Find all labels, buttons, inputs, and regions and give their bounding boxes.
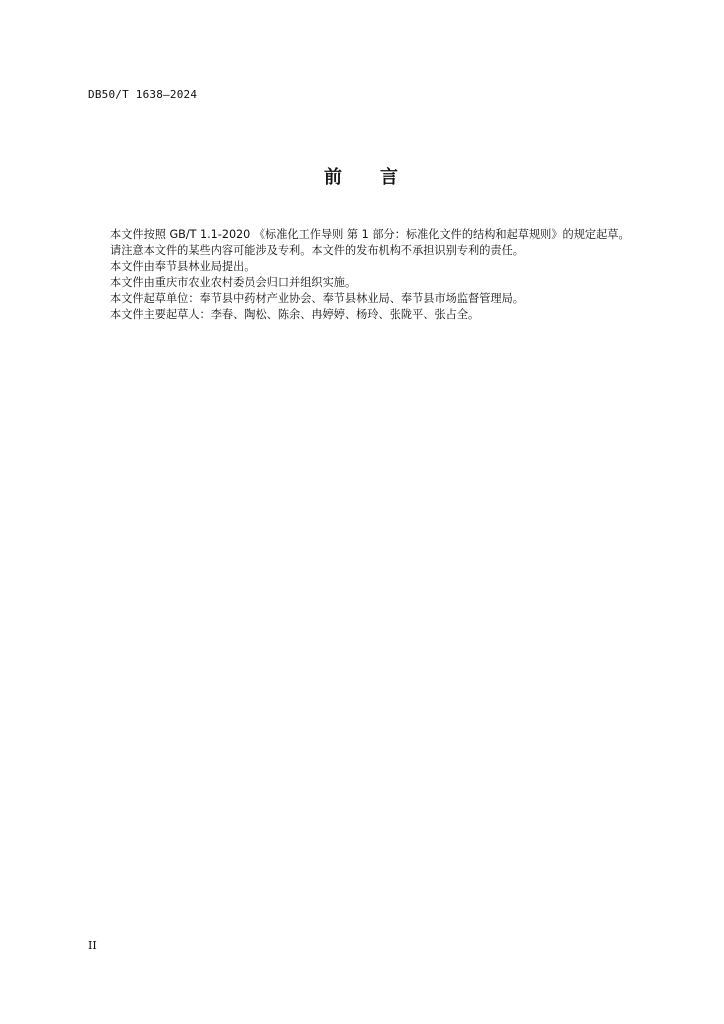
page-title	[0, 163, 724, 189]
paragraph-drafting-units: 本文件起草单位：奉节县中药材产业协会、奉节县林业局、奉节县市场监督管理局。	[110, 292, 524, 305]
paragraph-proposer: 本文件由奉节县林业局提出。	[110, 260, 256, 273]
page-number: II	[88, 939, 97, 952]
paragraph-patent-notice: 请注意本文件的某些内容可能涉及专利。本文件的发布机构不承担识别专利的责任。	[110, 244, 524, 257]
paragraph-administrator: 本文件由重庆市农业农村委员会归口并组织实施。	[110, 276, 357, 289]
document-code: DB50/T 1638—2024	[88, 88, 198, 101]
paragraph-drafting-rules: 本文件按照 GB/T 1.1-2020 《标准化工作导则 第 1 部分：标准化文件的结构和起草规则》的规定起草。	[110, 228, 630, 241]
preface-body	[88, 227, 660, 323]
title-char-2: 言	[380, 167, 400, 188]
paragraph-drafters: 本文件主要起草人：李春、陶松、陈余、冉婷婷、杨玲、张陇平、张占全。	[110, 308, 480, 321]
title-char-1: 前	[324, 167, 344, 188]
